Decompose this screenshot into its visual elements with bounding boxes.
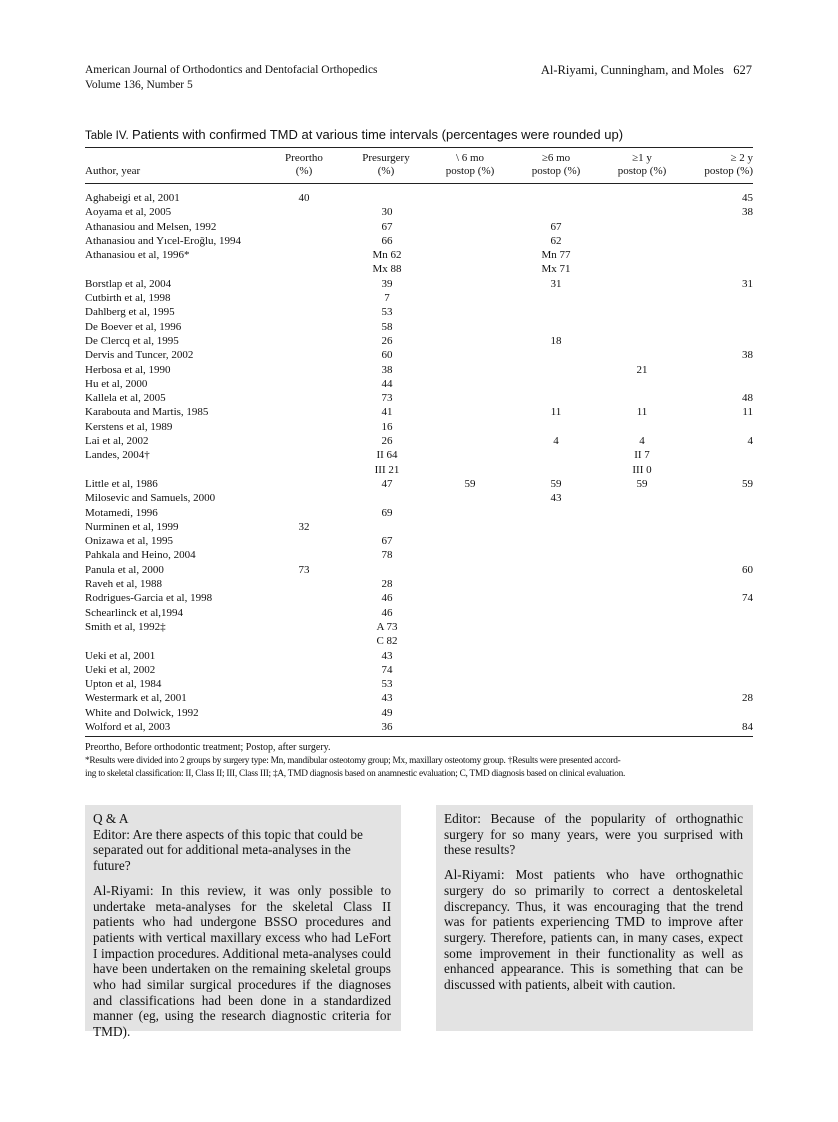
table-row (85, 677, 753, 691)
table-row (85, 234, 753, 248)
table-row (85, 534, 753, 548)
author-cell: Herbosa et al, 1990 (85, 363, 171, 376)
qa-question-1: Editor: Are there aspects of this topic that could be separated out for additional meta-analyses in the future? (93, 826, 363, 874)
author-cell: Schearlinck et al,1994 (85, 606, 184, 619)
value-cell: 59 (464, 477, 476, 490)
value-cell: 46 (381, 606, 393, 619)
journal-header (85, 63, 378, 93)
value-cell: 67 (381, 535, 393, 548)
table-row (85, 391, 753, 405)
value-cell: 38 (381, 363, 393, 376)
table-row (85, 448, 753, 462)
table-row (85, 591, 753, 605)
author-cell: Ueki et al, 2002 (85, 663, 156, 676)
col-header-lt6mo: \ 6 mo postop (%) (445, 152, 495, 177)
author-cell: Onizawa et al, 1995 (85, 535, 173, 548)
value-cell: Mn 77 (541, 249, 571, 262)
value-cell: 31 (550, 277, 562, 290)
value-cell: 47 (381, 477, 393, 490)
qa-box-left (85, 805, 401, 1040)
table-row (85, 205, 753, 219)
value-cell: 67 (381, 220, 393, 233)
value-cell: 49 (381, 706, 393, 719)
col-header-presurgery: Presurgery (%) (362, 152, 410, 177)
qa-heading: Q & A (93, 811, 129, 826)
col-header-author-label: Author, year (85, 165, 141, 177)
author-cell: Lai et al, 2002 (85, 435, 149, 448)
author-cell: Aghabeigi et al, 2001 (85, 192, 180, 204)
value-cell: 73 (381, 392, 393, 405)
table-row (85, 334, 753, 348)
author-cell: Raveh et al, 1988 (85, 578, 162, 591)
author-cell: Rodrigues-Garcia et al, 1998 (85, 592, 213, 605)
author-cell: Kallela et al, 2005 (85, 392, 166, 405)
value-cell: 53 (381, 678, 393, 691)
value-cell: 21 (636, 363, 648, 376)
author-cell: Cutbirth et al, 1998 (85, 292, 171, 305)
table-row (85, 363, 753, 377)
value-cell: 40 (298, 192, 310, 204)
table-row (85, 477, 753, 491)
value-cell: III 21 (374, 463, 400, 476)
author-cell: Smith et al, 1992‡ (85, 620, 166, 633)
value-cell: II 7 (634, 449, 650, 462)
table-row (85, 663, 753, 677)
author-cell: Athanasiou et al, 1996* (85, 249, 190, 262)
value-cell-ge2y: 45 (742, 192, 753, 204)
table-row (85, 377, 753, 391)
author-cell: Motamedi, 1996 (85, 506, 158, 519)
value-cell-ge2y: 31 (742, 277, 753, 290)
value-cell: 26 (381, 435, 393, 448)
value-cell: 28 (381, 578, 393, 591)
table-caption (85, 127, 623, 143)
value-cell-ge2y: 11 (742, 406, 753, 419)
value-cell: 67 (550, 220, 562, 233)
author-cell: Nurminen et al, 1999 (85, 520, 179, 533)
value-cell: 36 (381, 720, 393, 733)
value-cell: 60 (381, 349, 393, 362)
value-cell-ge2y: 28 (742, 692, 753, 705)
value-cell: 32 (298, 520, 310, 533)
value-cell: 59 (550, 477, 562, 490)
value-cell-ge2y: 84 (742, 720, 753, 733)
author-cell: Kerstens et al, 1989 (85, 420, 173, 433)
value-cell: Mn 62 (372, 249, 402, 262)
col-header-ge2y: ≥ 2 y postop (%) (704, 152, 753, 177)
author-cell: Dahlberg et al, 1995 (85, 306, 175, 319)
author-cell: Landes, 2004† (85, 449, 150, 462)
table-footnotes (85, 741, 755, 782)
value-cell: 41 (381, 406, 393, 419)
value-cell: 43 (381, 692, 393, 705)
value-cell: 74 (381, 663, 393, 676)
value-cell: Mx 71 (541, 263, 571, 276)
value-cell: 11 (550, 406, 562, 419)
table-row (85, 248, 753, 262)
table-row (85, 577, 753, 591)
value-cell: II 64 (376, 449, 398, 462)
table-row (85, 606, 753, 620)
author-cell: De Boever et al, 1996 (85, 320, 182, 333)
table-row (85, 691, 753, 705)
table-row (85, 348, 753, 362)
table-row (85, 434, 753, 448)
table-row (85, 520, 753, 534)
journal-name: American Journal of Orthodontics and Dentofacial Orthopedics (85, 64, 378, 76)
table-row (85, 506, 753, 520)
author-cell: Pahkala and Heino, 2004 (85, 549, 196, 562)
value-cell: 7 (384, 292, 390, 305)
qa-question-2: Editor: Because of the popularity of orthognathic surgery for so many years, were you surprised with these results? (444, 811, 743, 858)
value-cell: 78 (381, 549, 393, 562)
value-cell: 73 (298, 563, 310, 576)
table-bottom-rule (85, 736, 753, 737)
value-cell-ge2y: 38 (742, 349, 753, 362)
table-body (85, 191, 753, 734)
value-cell-ge2y: 48 (742, 392, 753, 405)
author-cell: Athanasiou and Melsen, 1992 (85, 220, 217, 233)
footnote-abbrev: Preortho, Before orthodontic treatment; Postop, after surgery. (85, 742, 331, 753)
table-row (85, 491, 753, 505)
author-cell: Borstlap et al, 2004 (85, 277, 172, 290)
value-cell-ge2y: 4 (747, 435, 753, 448)
value-cell-ge2y: 59 (742, 477, 753, 490)
author-cell: Milosevic and Samuels, 2000 (85, 492, 216, 505)
value-cell: C 82 (376, 635, 398, 648)
table-row (85, 291, 753, 305)
value-cell: 43 (381, 649, 393, 662)
table-row (85, 463, 753, 477)
table-row (85, 277, 753, 291)
author-cell: Athanasiou and Yıcel-Eroğlu, 1994 (85, 234, 241, 247)
col-header-ge1y: ≥1 y postop (%) (617, 152, 667, 177)
table-row (85, 320, 753, 334)
table-row (85, 262, 753, 276)
value-cell-ge2y: 74 (742, 592, 753, 605)
value-cell: 59 (636, 477, 648, 490)
table-row (85, 720, 753, 734)
qa-answer-2: Al-Riyami: Most patients who have orthognathic surgery do so primarily to correct a dentoskeletal discrepancy. Thus, it was encouraging that the trend was for patients experiencing TMD to improve after surgery. Therefore, patients can, in many cases, expect some improvement in their functionality as well as enhanced appearance. This is something that can be discussed with patients, albeit with caution. (444, 867, 743, 993)
value-cell: 46 (381, 592, 393, 605)
col-header-preortho: Preortho (%) (285, 152, 323, 177)
value-cell: 4 (639, 435, 645, 448)
author-cell: Little et al, 1986 (85, 477, 158, 490)
author-cell: Wolford et al, 2003 (85, 720, 171, 733)
table-row (85, 405, 753, 419)
running-authors: Al-Riyami, Cunningham, and Moles (540, 63, 724, 77)
table-row (85, 191, 753, 205)
value-cell: 11 (636, 406, 648, 419)
table-row (85, 563, 753, 577)
value-cell: 53 (381, 306, 393, 319)
table-top-rule (85, 147, 753, 148)
value-cell-ge2y: 60 (742, 563, 753, 576)
value-cell: 16 (381, 420, 393, 433)
table-header-rule (85, 183, 753, 184)
footnote-classification: ing to skeletal classification: II, Class II; III, Class III; ‡A, TMD diagnosis based on anamnestic evaluation; C, TMD diagnosis based on clinical evaluation. (85, 769, 626, 779)
col-header-author (85, 152, 140, 178)
qa-box-right (436, 805, 753, 1031)
col-header-ge6mo: ≥6 mo postop (%) (531, 152, 581, 177)
table-label: Table IV. (85, 130, 129, 142)
table-row (85, 220, 753, 234)
author-cell: Aoyama et al, 2005 (85, 206, 172, 219)
table-row (85, 420, 753, 434)
value-cell: 69 (381, 506, 393, 519)
value-cell: 30 (381, 206, 393, 219)
value-cell: A 73 (376, 620, 398, 633)
footnote-groups: *Results were divided into 2 groups by surgery type: Mn, mandibular osteotomy group; Mx, maxillary osteotomy group. †Results were presented accord- (85, 755, 621, 766)
author-cell: Dervis and Tuncer, 2002 (85, 349, 194, 362)
value-cell: 18 (550, 334, 562, 347)
value-cell: Mx 88 (372, 263, 402, 276)
author-cell: Hu et al, 2000 (85, 377, 148, 390)
table-title: Patients with confirmed TMD at various time intervals (percentages were rounded up) (131, 127, 624, 142)
value-cell: 44 (381, 377, 393, 390)
value-cell: 66 (381, 234, 393, 247)
value-cell: 39 (381, 277, 393, 290)
table-row (85, 305, 753, 319)
value-cell: III 0 (632, 463, 652, 476)
value-cell: 43 (550, 492, 562, 505)
value-cell: 4 (553, 435, 559, 448)
table-row (85, 706, 753, 720)
page-header-right (541, 63, 752, 78)
value-cell: 58 (381, 320, 393, 333)
table-row (85, 548, 753, 562)
page-number: 627 (733, 63, 752, 77)
author-cell: De Clercq et al, 1995 (85, 334, 179, 347)
author-cell: White and Dolwick, 1992 (85, 706, 199, 719)
author-cell: Westermark et al, 2001 (85, 692, 187, 705)
author-cell: Panula et al, 2000 (85, 563, 164, 576)
table-row (85, 634, 753, 648)
value-cell-ge2y: 38 (742, 206, 753, 219)
author-cell: Karabouta and Martis, 1985 (85, 406, 209, 419)
table-row (85, 620, 753, 634)
journal-volume: Volume 136, Number 5 (85, 79, 193, 91)
value-cell: 62 (550, 234, 562, 247)
qa-answer-1: Al-Riyami: In this review, it was only possible to undertake meta-analyses for the skeletal Class II patients who had undergone BSSO procedures and patients with vertical maxillary excess who had LeFort I impaction procedures. Additional meta-analyses could have been undertaken on the remaining skeletal groups who had similar surgical procedures if the diagnoses and classifications had been done in a standardized manner (eg, using the research diagnostic criteria for TMD). (93, 882, 391, 1040)
value-cell: 26 (381, 334, 393, 347)
author-cell: Ueki et al, 2001 (85, 649, 156, 662)
table-row (85, 649, 753, 663)
author-cell: Upton et al, 1984 (85, 678, 162, 691)
